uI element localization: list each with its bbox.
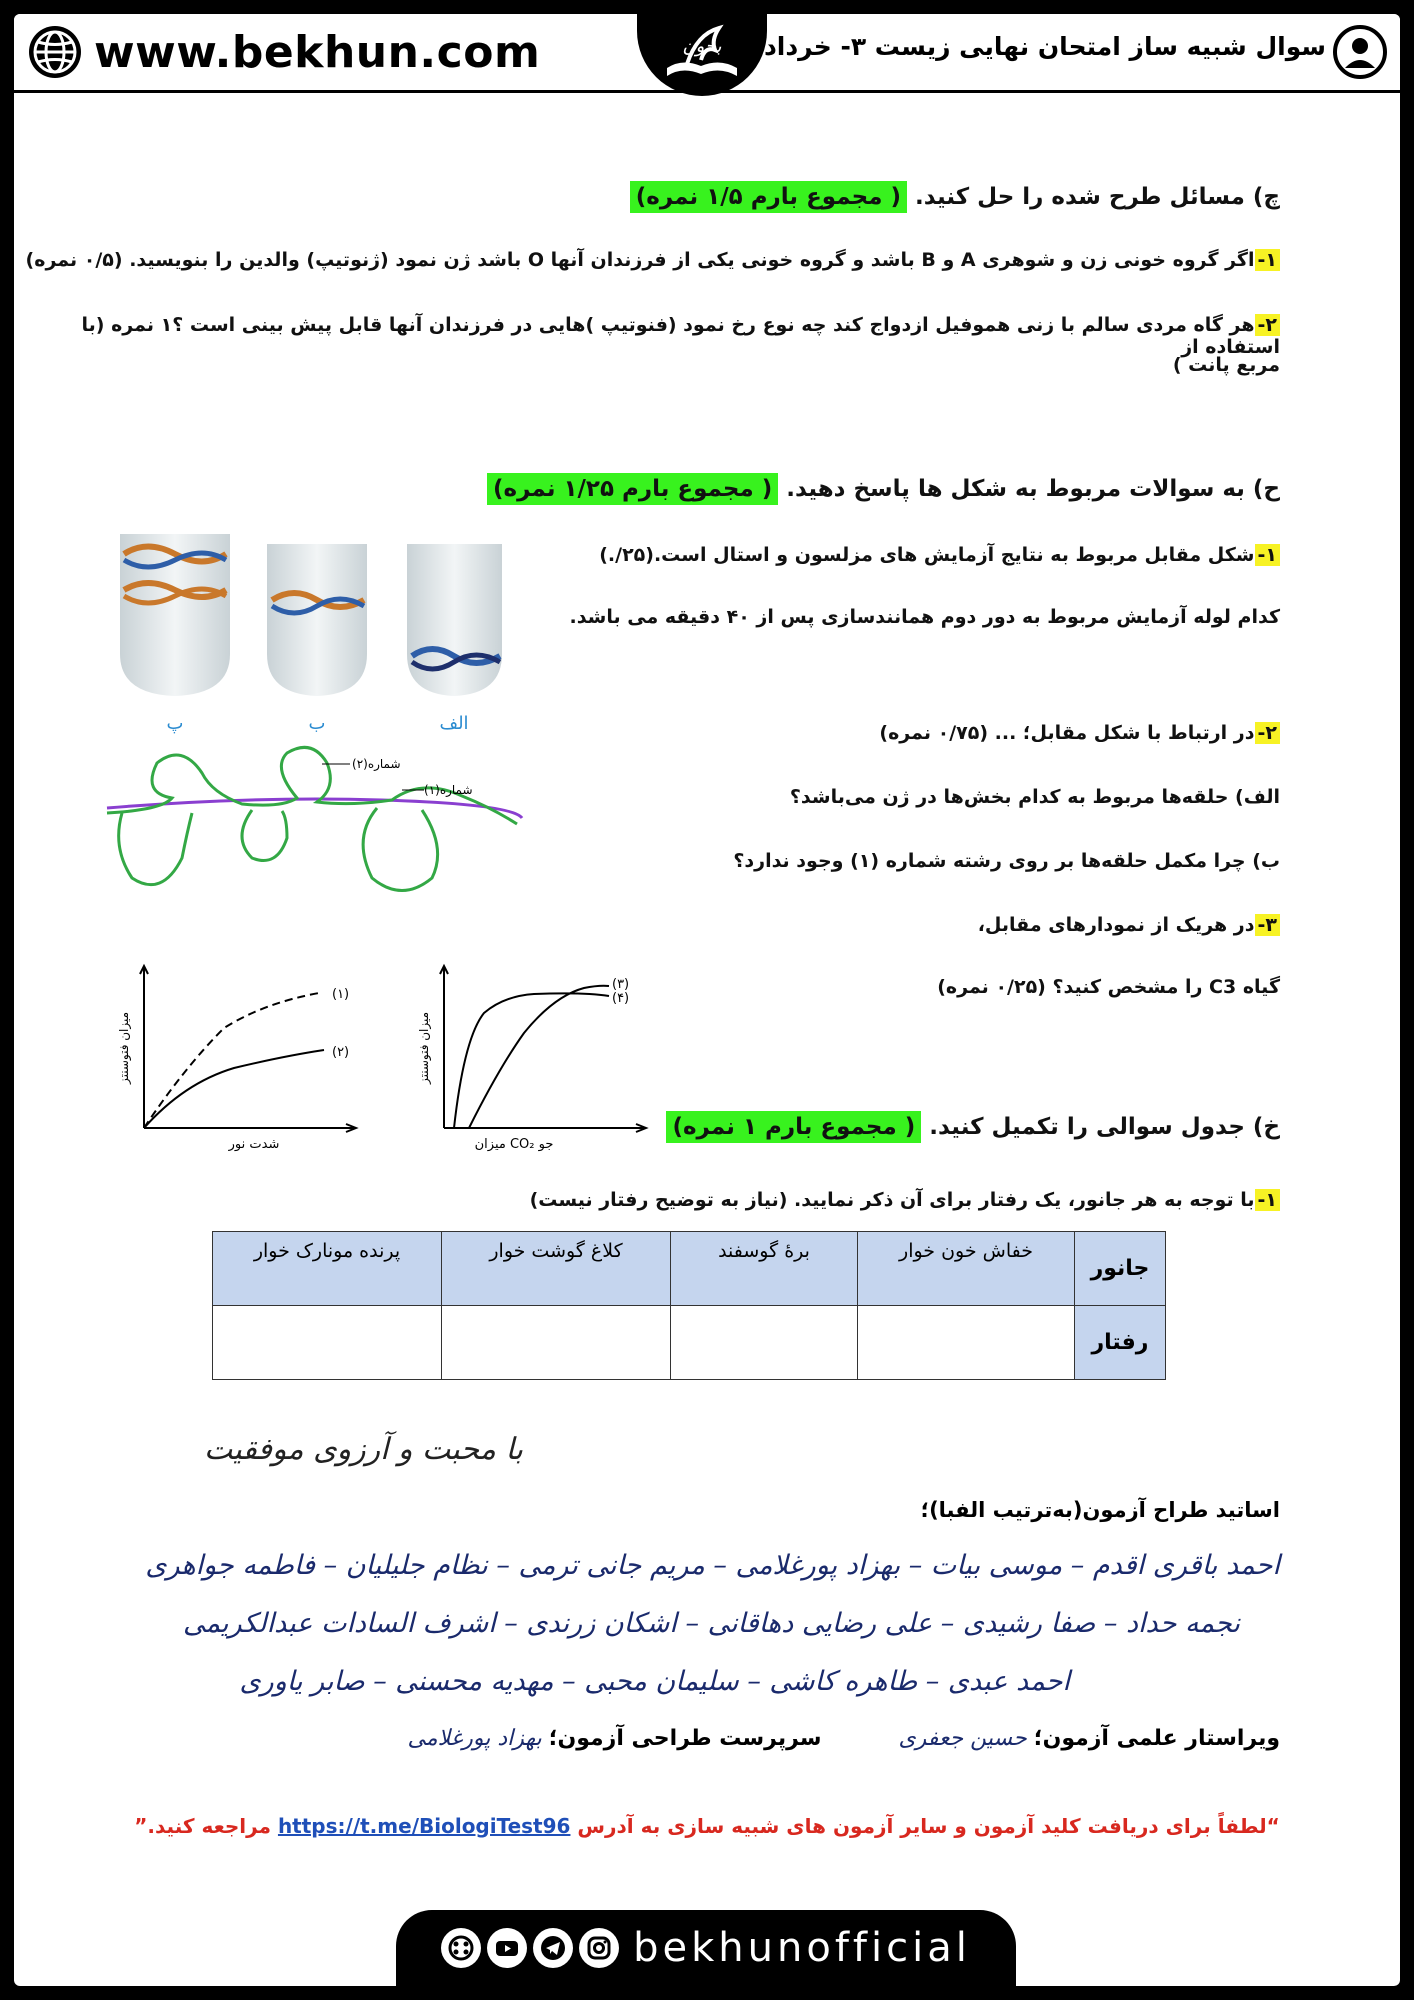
table-cell-animal: برهٔ گوسفند [671, 1232, 858, 1306]
loop-label-2: شماره(۲) [352, 757, 401, 771]
table-row [213, 1306, 1166, 1380]
section-che-score: ( مجموع بارم ۱/۵ نمره) [630, 181, 907, 213]
he-q1-number: ۱- [1255, 544, 1281, 566]
loops-figure [102, 738, 542, 908]
aparat-icon[interactable] [441, 1928, 481, 1968]
curve-4 [454, 993, 609, 1128]
tube-label-be: ب [308, 713, 326, 734]
graph1-xlabel: شدت نور [228, 1137, 280, 1152]
site-link[interactable] [26, 22, 540, 82]
curve-1 [144, 993, 319, 1128]
logo-text: بخون [682, 36, 722, 57]
closing-wish: با محبت و آرزوی موفقیت [204, 1432, 523, 1467]
designers-names-line-1: احمد باقری اقدم – موسی بیات – بهزاد پورغلامی – مریم جانی ترمی – نظام جلیلیان – فاطمه جواهری [145, 1550, 1280, 1581]
section-khe-heading [666, 1114, 1280, 1140]
section-che-heading [630, 184, 1280, 210]
test-tubes-figure [102, 534, 542, 734]
behavior-table [212, 1231, 1166, 1380]
khe-question-1 [530, 1189, 1280, 1211]
globe-icon [26, 23, 84, 81]
curve-2 [144, 1050, 324, 1128]
graph1-curve-1-label: (۱) [332, 987, 350, 1002]
section-khe-title: خ) جدول سوالی را تکمیل کنید. [929, 1114, 1280, 1140]
che-q1-text: اگر گروه خونی زن و شوهری A و B باشد و گروه خونی یکی از فرزندان آنها O باشد ژن نمود (ژنوتیپ) والدین را بنویسید. (۰/۵ نمره) [25, 249, 1255, 271]
he-q1-text: شکل مقابل مربوط به نتایج آزمایش های مزلسون و استال است.(۲۵/.) [599, 544, 1255, 566]
table-row [213, 1232, 1166, 1306]
table-row-label-animal: جانور [1075, 1232, 1166, 1306]
he-q2-text: در ارتباط با شکل مقابل؛ ... (۰/۷۵ نمره) [879, 722, 1255, 744]
he-question-1 [599, 544, 1280, 566]
table-cell-animal: پرنده مونارک خوار [213, 1232, 442, 1306]
he-q3-text: در هریک از نمودارهای مقابل، [977, 914, 1255, 936]
table-cell-answer[interactable] [213, 1306, 442, 1380]
graph2-xlabel: میزان CO₂ جو [474, 1137, 554, 1152]
social-bar [396, 1910, 1016, 1986]
che-q2-text-continued: مربع پانت ) [1172, 354, 1280, 376]
site-url[interactable]: www.bekhun.com [94, 26, 541, 78]
graph1-curve-2-label: (۲) [332, 1045, 350, 1060]
khe-q1-text: با توجه به هر جانور، یک رفتار برای آن ذکر نمایید. (نیاز به توضیح رفتار نیست) [529, 1189, 1255, 1211]
editor-label: ویراستار علمی آزمون؛ [1033, 1726, 1280, 1751]
he-question-3 [978, 914, 1280, 936]
tube-pe [120, 534, 230, 696]
footer-note [14, 1814, 1400, 1838]
khe-q1-number: ۱- [1255, 1189, 1281, 1211]
table-cell-animal: کلاغ گوشت خوار [442, 1232, 671, 1306]
social-icons [441, 1928, 619, 1968]
exam-title: سوال شبیه ساز امتحان نهایی زیست ۳- خرداد ۹۸ [724, 32, 1326, 61]
che-q1-number: ۱- [1255, 249, 1281, 271]
graph2-ylabel: میزان فتوسنتز [417, 1011, 431, 1085]
header-bar [14, 14, 1400, 93]
graph-co2 [404, 958, 664, 1158]
credits-line [408, 1726, 1280, 1751]
curve-3 [469, 986, 609, 1128]
he-q3-number: ۳- [1255, 914, 1281, 936]
footer-note-after: مراجعه کنید.” [134, 1814, 271, 1838]
youtube-icon[interactable] [487, 1928, 527, 1968]
supervisor-name: بهزاد پورغلامی [407, 1726, 542, 1751]
section-khe-score: ( مجموع بارم ۱ نمره) [666, 1111, 921, 1143]
footer-note-before: “لطفاً برای دریافت کلید آزمون و سایر آزمون های شبیه سازی به آدرس [577, 1814, 1280, 1838]
he-q2-part-a: الف) حلقه‌ها مربوط به کدام بخش‌ها در ژن می‌باشد؟ [789, 786, 1280, 808]
he-q2-number: ۲- [1255, 722, 1281, 744]
graph2-curve-3-label: (۳) [612, 977, 630, 992]
he-q3-text-continued: گیاه C3 را مشخص کنید؟ (۰/۲۵ نمره) [937, 976, 1280, 998]
table-cell-answer[interactable] [442, 1306, 671, 1380]
table-row-label-behavior: رفتار [1075, 1306, 1166, 1380]
designers-names-line-3: احمد عبدی – طاهره کاشی – سلیمان محبی – مهدیه محسنی – صابر یاوری [239, 1666, 1070, 1697]
telegram-link[interactable]: https://t.me/BiologiTest96 [277, 1814, 571, 1838]
social-handle[interactable]: bekhunofficial [633, 1925, 971, 1971]
designers-names-line-2: نجمه حداد – صفا رشیدی – علی رضایی دهاقانی – اشکان زرندی – اشرف السادات عبدالکریمی [182, 1608, 1240, 1639]
tube-label-pe: پ [166, 713, 184, 734]
table-cell-answer[interactable] [671, 1306, 858, 1380]
user-icon [1332, 24, 1388, 80]
he-question-2 [879, 722, 1280, 744]
exam-page [14, 14, 1400, 1986]
graph1-ylabel: میزان فتوسنتز [117, 1011, 131, 1085]
graph-light-intensity [104, 958, 374, 1158]
tube-alef [407, 544, 502, 696]
tube-label-alef: الف [439, 713, 469, 734]
telegram-icon[interactable] [533, 1928, 573, 1968]
supervisor-label: سرپرست طراحی آزمون؛ [548, 1726, 822, 1751]
section-he-heading [487, 476, 1280, 502]
tube-be [267, 544, 367, 696]
loop-label-1: شماره(۱) [424, 783, 473, 797]
instagram-icon[interactable] [579, 1928, 619, 1968]
section-he-score: ( مجموع بارم ۱/۲۵ نمره) [487, 473, 778, 505]
section-che-title: چ) مسائل طرح شده را حل کنید. [914, 184, 1280, 210]
designers-title: اساتید طراح آزمون(به‌ترتیب الفبا)؛ [920, 1498, 1280, 1522]
graph2-curve-4-label: (۴) [612, 991, 630, 1006]
section-he-title: ح) به سوالات مربوط به شکل ها پاسخ دهید. [786, 476, 1280, 502]
che-q2-text: هر گاه مردی سالم با زنی هموفیل ازدواج کند چه نوع رخ نمود (فنوتیپ )هایی در فرزندان آنها قابل پیش بینی است ؟۱ نمره (با استفاده از [81, 314, 1280, 358]
che-question-1 [26, 249, 1280, 271]
he-q2-part-b: ب) چرا مکمل حلقه‌ها بر روی رشته شماره (۱) وجود ندارد؟ [733, 850, 1280, 872]
che-question-2 [14, 314, 1280, 358]
che-q2-number: ۲- [1255, 314, 1281, 336]
he-q1-text-continued: کدام لوله آزمایش مربوط به دور دوم همانندسازی پس از ۴۰ دقیقه می باشد. [569, 606, 1280, 628]
table-cell-animal: خفاش خون خوار [858, 1232, 1075, 1306]
editor-name: حسین جعفری [898, 1726, 1027, 1751]
table-cell-answer[interactable] [858, 1306, 1075, 1380]
